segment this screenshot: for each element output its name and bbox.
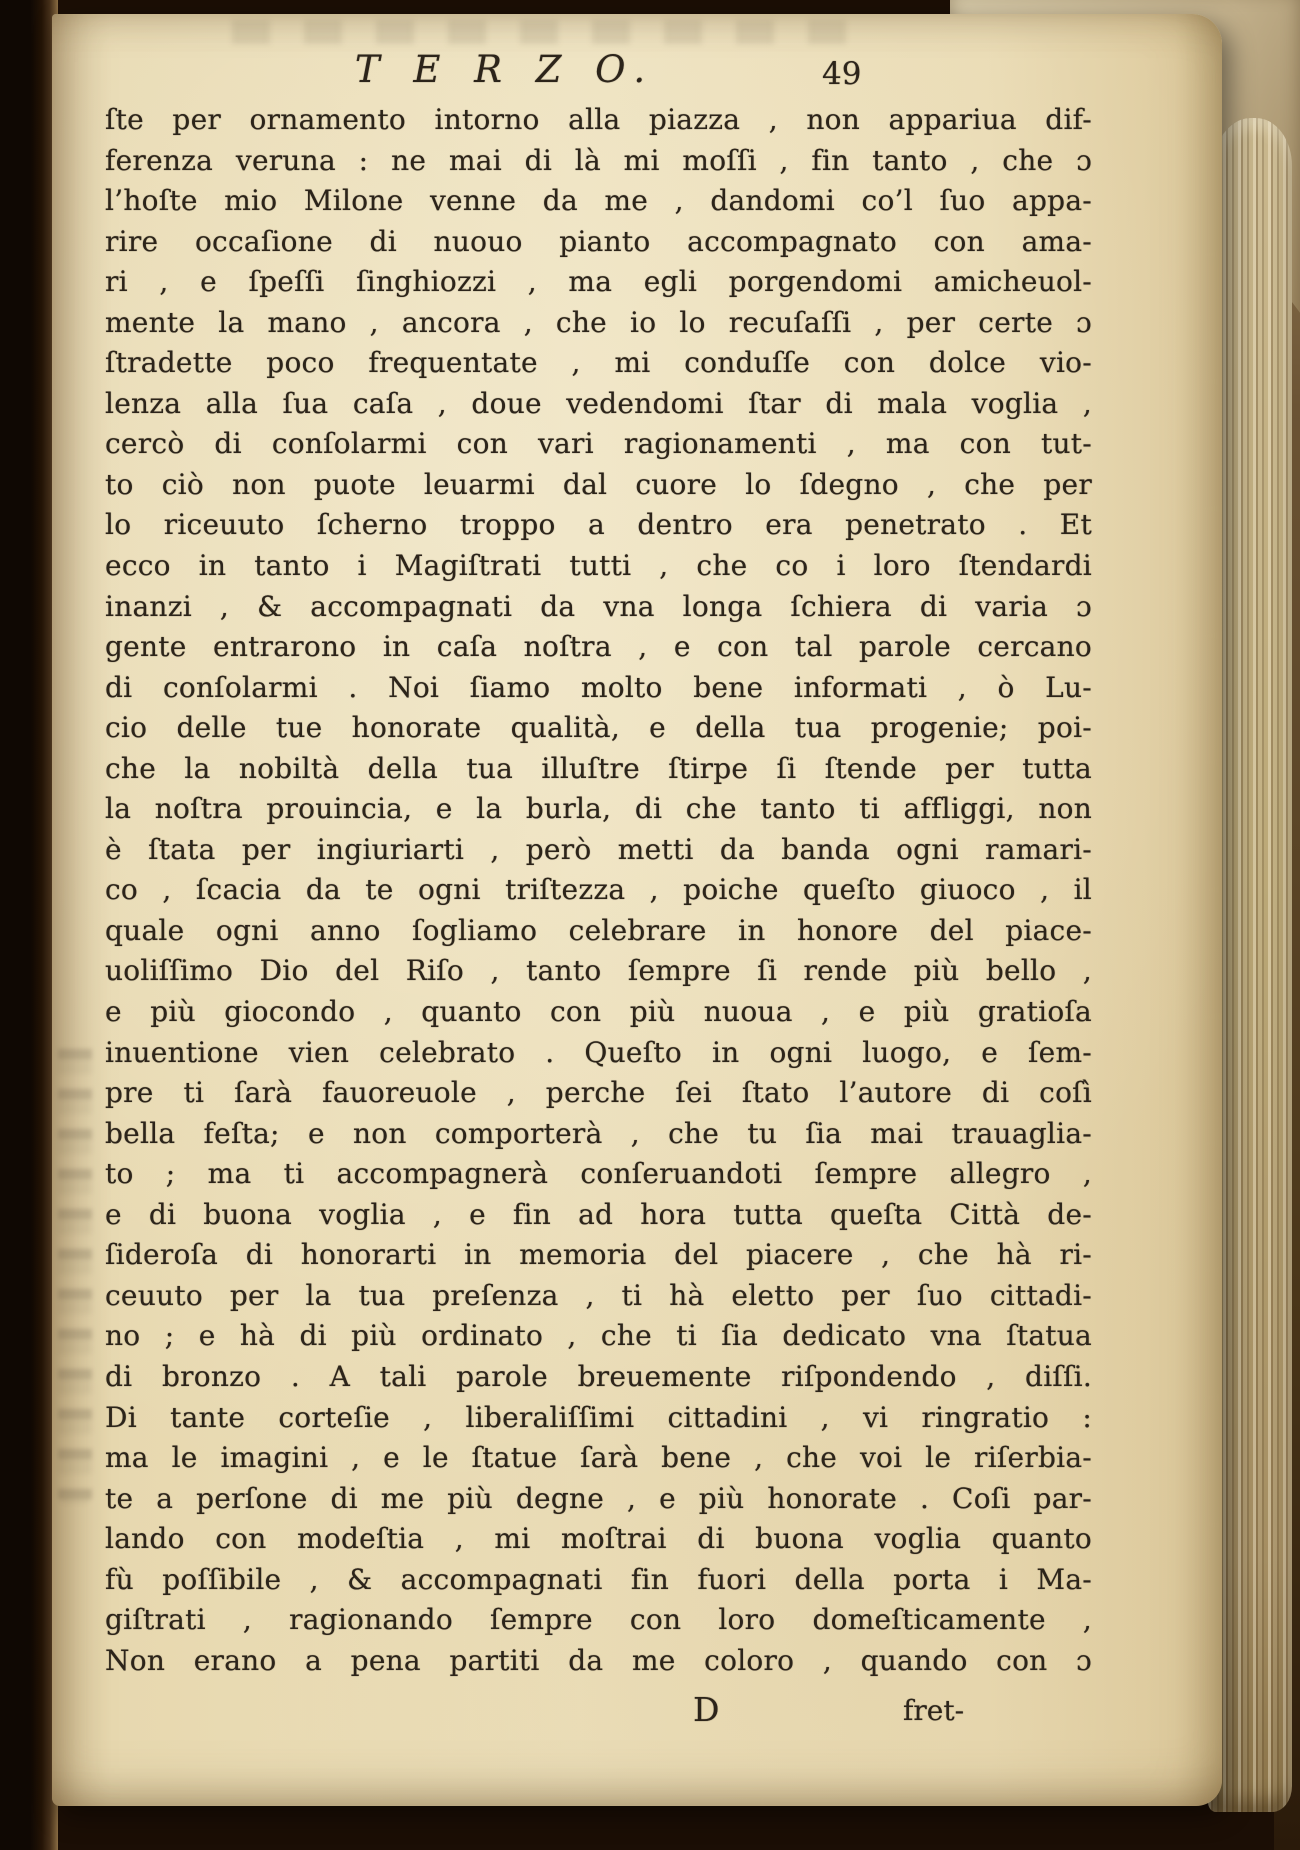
text-line: lando con modeſtia , mi moſtrai di buona voglia quanto xyxy=(105,1522,1092,1556)
text-line: cercò di conſolarmi con vari ragionamenti , ma con tut- xyxy=(105,427,1092,461)
text-line: uoliſſimo Dio del Riſo , tanto ſempre ſi rende più bello , xyxy=(105,954,1092,988)
text-line: Di tante corteſie , liberaliſſimi cittadini , vi ringratio : xyxy=(105,1400,1092,1434)
text-line: co , ſcacia da te ogni triſtezza , poiche queſto giuoco , il xyxy=(105,873,1092,907)
text-line: lo riceuuto ſcherno troppo a dentro era penetrato . Et xyxy=(105,508,1092,542)
text-line: ri , e ſpeſſi ſinghiozzi , ma egli porgendomi amicheuol- xyxy=(105,265,1092,299)
text-line: ecco in tanto i Magiſtrati tutti , che co i loro ſtendardi xyxy=(105,549,1092,583)
text-line: che la nobiltà della tua illuſtre ſtirpe ſi ſtende per tutta xyxy=(105,751,1092,785)
text-line: quale ogni anno ſogliamo celebrare in honore del piace- xyxy=(105,913,1092,947)
spine-gutter-shadow xyxy=(0,0,58,1850)
text-line: giſtrati , ragionando ſempre con loro domeſticamente , xyxy=(105,1603,1092,1637)
text-line: gente entrarono in caſa noſtra , e con tal parole cercano xyxy=(105,630,1092,664)
text-line: di conſolarmi . Noi ſiamo molto bene informati , ò Lu- xyxy=(105,670,1092,704)
running-title: T E R Z O. xyxy=(354,48,656,91)
signature-mark: D xyxy=(693,1690,720,1729)
text-line: ſte per ornamento intorno alla piazza , non appariua dif- xyxy=(105,103,1092,136)
text-line: cio delle tue honorate qualità, e della tua progenie; poi- xyxy=(105,711,1092,745)
show-through-ghost xyxy=(232,20,872,44)
text-line: no ; e hà di più ordinato , che ti ſia dedicato vna ſtatua xyxy=(105,1319,1092,1353)
text-line: ma le imagini , e le ſtatue ſarà bene , che voi le riſerbia- xyxy=(105,1441,1092,1475)
signature-row xyxy=(105,1690,1092,1734)
text-line: è ſtata per ingiuriarti , però metti da banda ogni ramari- xyxy=(105,832,1092,866)
text-line: ferenza veruna : ne mai di là mi moſſi , fin tanto , che ɔ xyxy=(105,143,1092,177)
text-line: ceuuto per la tua preſenza , ti hà eletto per ſuo cittadi- xyxy=(105,1278,1092,1312)
text-line: ſideroſa di honorarti in memoria del piacere , che hà ri- xyxy=(105,1238,1092,1272)
text-line: l’hoſte mio Milone venne da me , dandomi co’l ſuo appa- xyxy=(105,184,1092,218)
bleedthrough-smudge xyxy=(58,1034,92,1504)
text-line: e più giocondo , quanto con più nuoua , e più gratioſa xyxy=(105,995,1092,1029)
text-line: lenza alla ſua caſa , doue vedendomi ſtar di mala voglia , xyxy=(105,386,1092,420)
text-line: inuentione vien celebrato . Queſto in ogni luogo, e ſem- xyxy=(105,1035,1092,1069)
text-line: bella feſta; e non comporterà , che tu ſia mai trauaglia- xyxy=(105,1116,1092,1150)
text-line: rire occaſione di nuouo pianto accompagnato con ama- xyxy=(105,224,1092,258)
body-text xyxy=(105,100,1092,1681)
text-line: fù poſſibile , & accompagnati fin fuori della porta i Ma- xyxy=(105,1562,1092,1596)
book-page xyxy=(52,14,1222,1806)
text-line: to ; ma ti accompagnerà conſeruandoti ſempre allegro , xyxy=(105,1157,1092,1191)
text-line: di bronzo . A tali parole breuemente riſpondendo , diſſi. xyxy=(105,1359,1092,1393)
text-line: la noſtra prouincia, e la burla, di che tanto ti affliggi, non xyxy=(105,792,1092,826)
text-line: inanzi , & accompagnati da vna longa ſchiera di varia ɔ xyxy=(105,589,1092,623)
catchword: fret- xyxy=(903,1694,965,1727)
page-number: 49 xyxy=(822,56,862,92)
text-line: to ciò non puote leuarmi dal cuore lo ſdegno , che per xyxy=(105,467,1092,501)
text-line: ſtradette poco frequentate , mi conduſſe con dolce vio- xyxy=(105,346,1092,380)
text-line: e di buona voglia , e fin ad hora tutta queſta Città de- xyxy=(105,1197,1092,1231)
text-line: te a perſone di me più degne , e più honorate . Coſi par- xyxy=(105,1481,1092,1515)
text-line: mente la mano , ancora , che io lo recuſaſſi , per certe ɔ xyxy=(105,305,1092,339)
text-line: Non erano a pena partiti da me coloro , quando con ɔ xyxy=(105,1643,1092,1677)
text-line: pre ti ſarà fauoreuole , perche ſei ſtato l’autore di coſì xyxy=(105,1076,1092,1110)
